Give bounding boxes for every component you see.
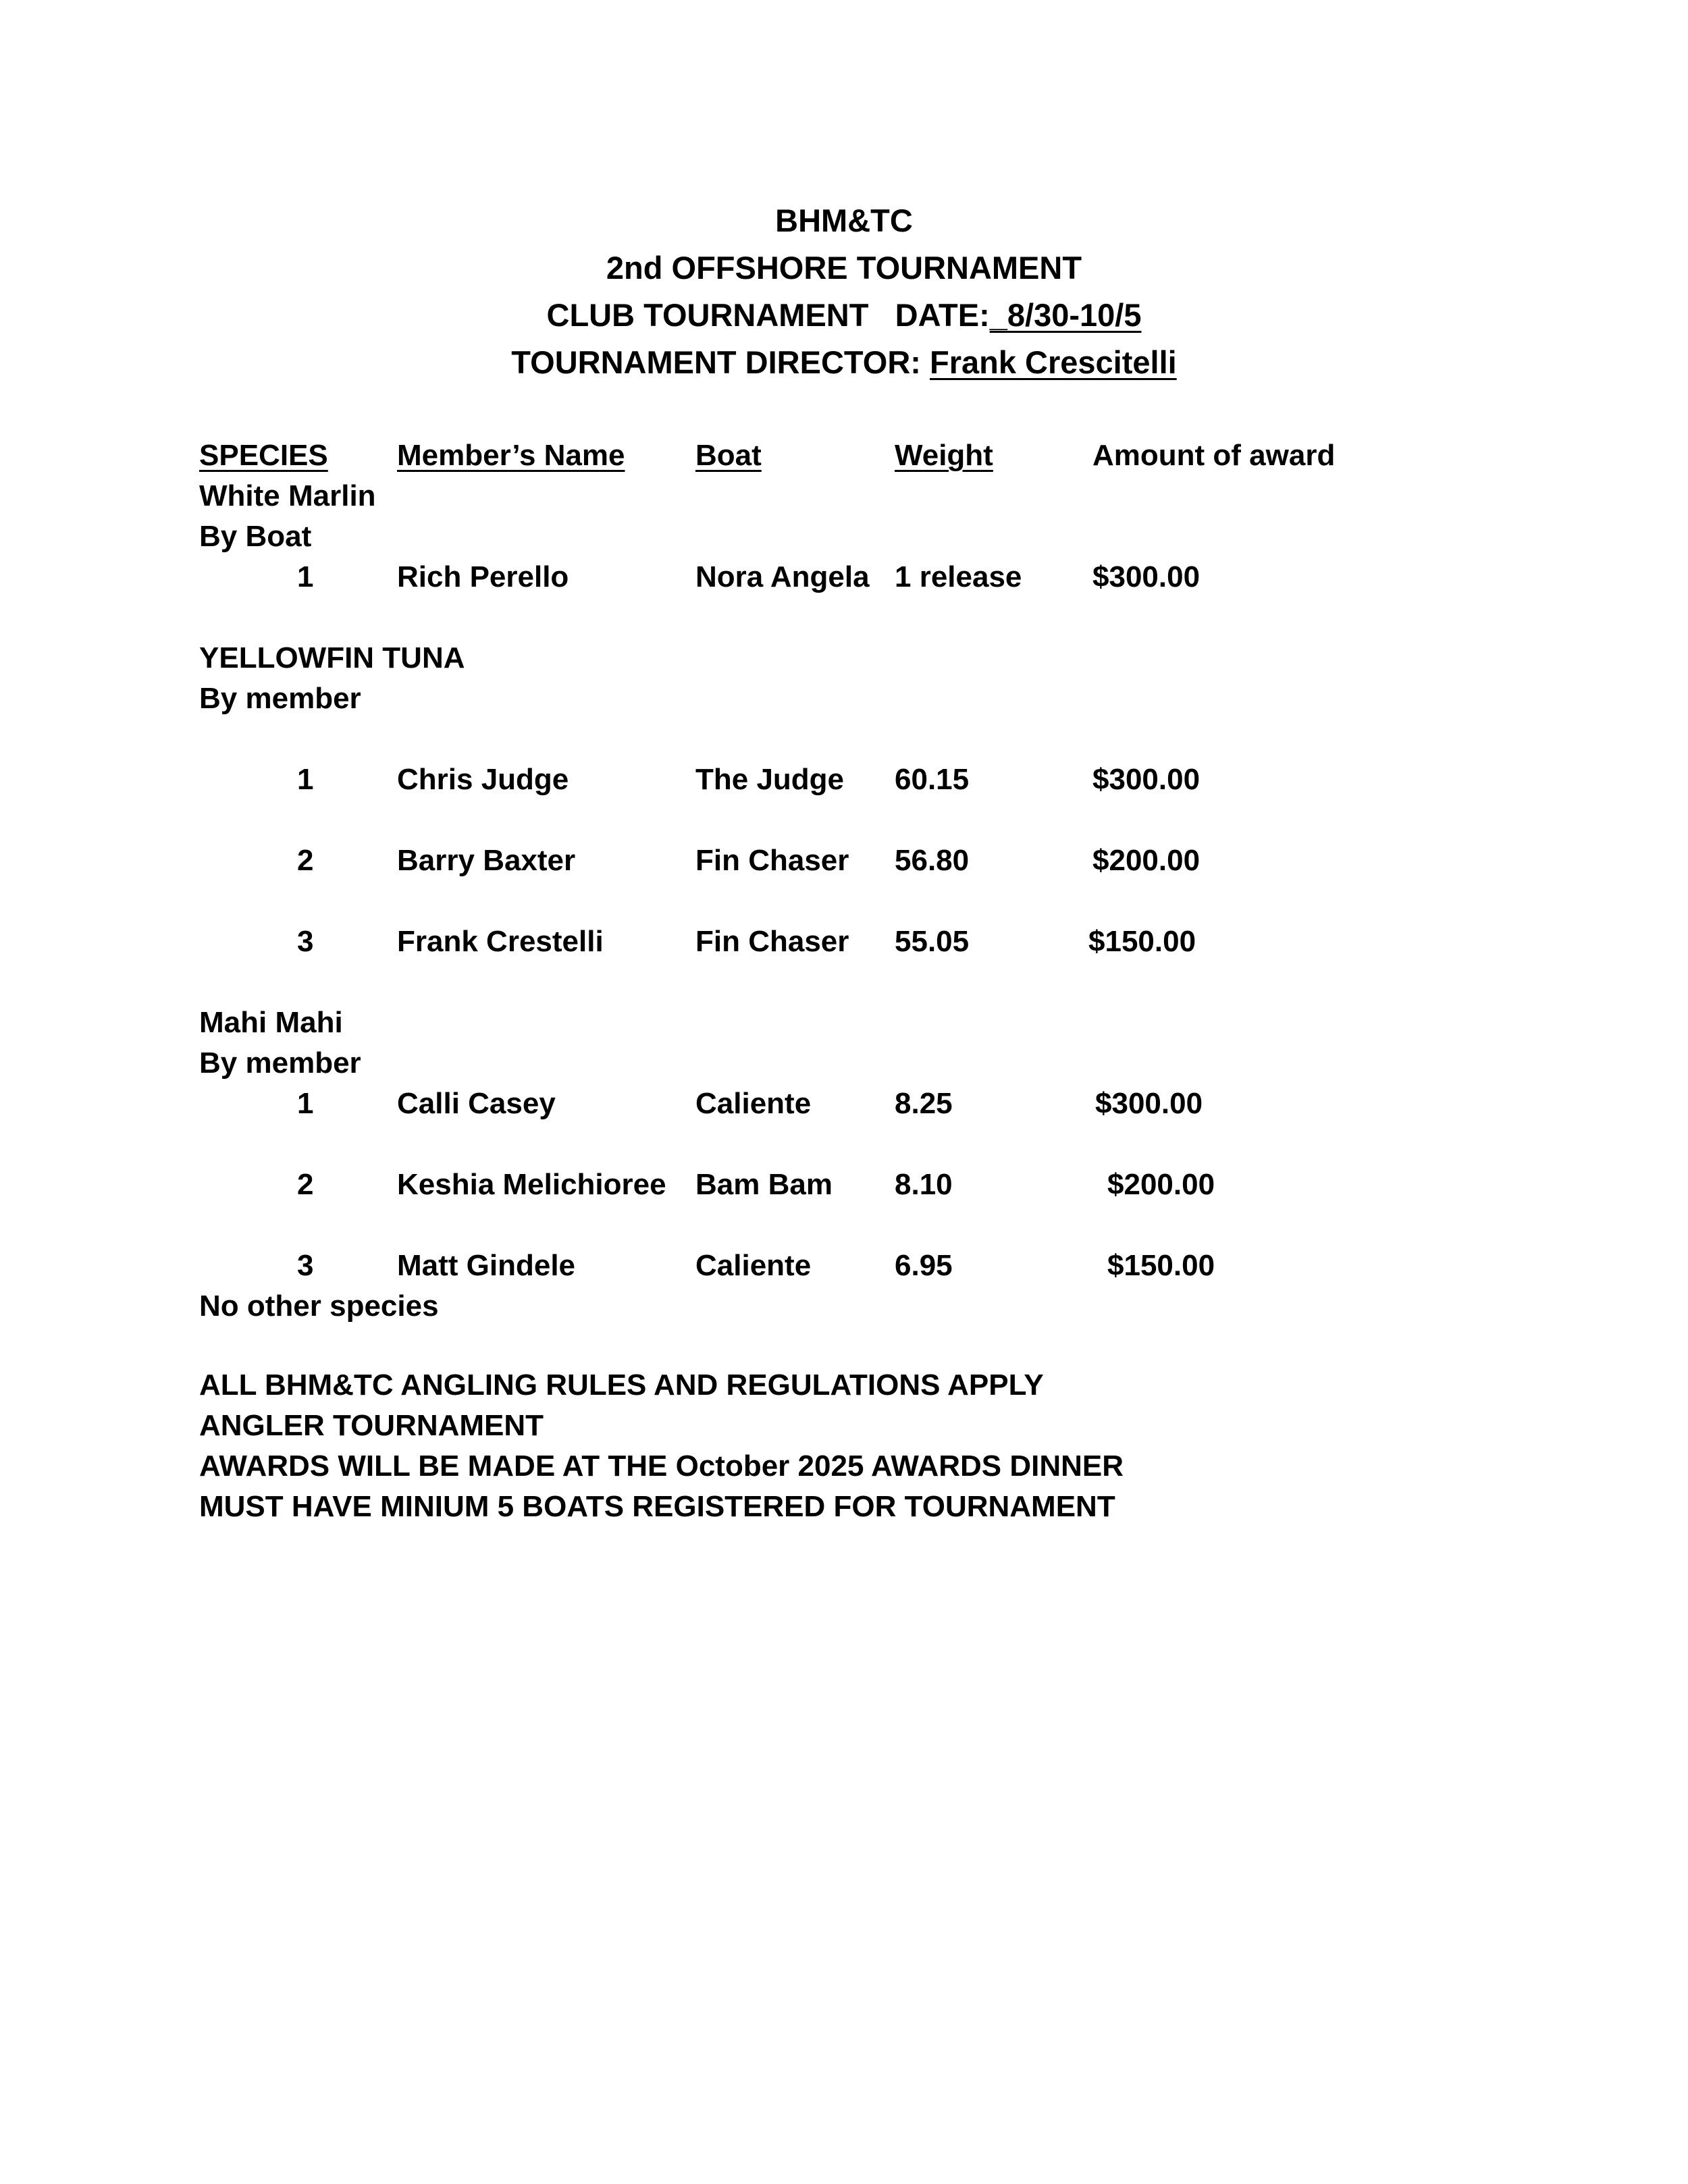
rank: 1 xyxy=(297,1087,314,1120)
note-line: AWARDS WILL BE MADE AT THE October 2025 AWARDS DINNER xyxy=(199,1449,1124,1483)
org-name: BHM&TC xyxy=(775,203,913,238)
weight: 60.15 xyxy=(895,763,970,796)
director-line xyxy=(0,339,1688,386)
boat-name: Nora Angela xyxy=(695,560,870,593)
species-basis: By member xyxy=(199,1046,361,1080)
award-amount: $150.00 xyxy=(1088,925,1196,958)
species-name: White Marlin xyxy=(199,479,376,512)
rank: 1 xyxy=(297,763,314,796)
rank: 1 xyxy=(297,560,314,593)
note-line: MUST HAVE MINIUM 5 BOATS REGISTERED FOR TOURNAMENT xyxy=(199,1490,1115,1523)
tournament-date: _8/30-10/5 xyxy=(989,297,1142,333)
species-basis: By Boat xyxy=(199,520,312,553)
col-species: SPECIES xyxy=(199,439,328,472)
member-name: Barry Baxter xyxy=(397,844,576,877)
species-name: Mahi Mahi xyxy=(199,1006,343,1039)
tournament-title: 2nd OFFSHORE TOURNAMENT xyxy=(606,250,1082,286)
boat-name: Caliente xyxy=(695,1249,812,1282)
section-heading xyxy=(0,1003,1688,1043)
award-amount: $300.00 xyxy=(1092,560,1201,593)
member-name: Calli Casey xyxy=(397,1087,556,1120)
tournament-type-line xyxy=(0,292,1688,339)
award-amount: $200.00 xyxy=(1107,1168,1215,1201)
director-label: TOURNAMENT DIRECTOR: xyxy=(511,344,921,380)
rank: 2 xyxy=(297,844,314,877)
weight: 8.10 xyxy=(895,1168,953,1201)
tournament-type-label: CLUB TOURNAMENT DATE: xyxy=(546,297,990,333)
species-name: YELLOWFIN TUNA xyxy=(199,641,465,674)
award-amount: $300.00 xyxy=(1092,763,1201,796)
column-header-row xyxy=(0,435,1688,476)
table-row xyxy=(0,760,1688,800)
table-row xyxy=(0,841,1688,881)
col-member: Member’s Name xyxy=(397,439,625,472)
award-amount: $200.00 xyxy=(1092,844,1201,877)
rules-notes xyxy=(199,1365,1124,1527)
director-name: Frank Crescitelli xyxy=(929,344,1177,380)
document-header xyxy=(0,197,1688,386)
section-basis xyxy=(0,678,1688,719)
member-name: Chris Judge xyxy=(397,763,569,796)
boat-name: Bam Bam xyxy=(695,1168,833,1201)
rank: 3 xyxy=(297,925,314,958)
section-basis xyxy=(0,1043,1688,1084)
boat-name: The Judge xyxy=(695,763,845,796)
weight: 1 release xyxy=(895,560,1022,593)
member-name: Matt Gindele xyxy=(397,1249,576,1282)
table-row xyxy=(0,1084,1688,1124)
table-row xyxy=(0,1246,1688,1286)
col-weight: Weight xyxy=(895,439,993,472)
weight: 8.25 xyxy=(895,1087,953,1120)
rank: 3 xyxy=(297,1249,314,1282)
section-heading xyxy=(0,638,1688,678)
col-award: Amount of award xyxy=(1092,439,1336,472)
weight: 55.05 xyxy=(895,925,970,958)
no-other-species: No other species xyxy=(199,1289,439,1323)
weight: 56.80 xyxy=(895,844,970,877)
section-basis xyxy=(0,516,1688,557)
note-line: ALL BHM&TC ANGLING RULES AND REGULATIONS APPLY xyxy=(199,1368,1044,1402)
boat-name: Caliente xyxy=(695,1087,812,1120)
col-boat: Boat xyxy=(695,439,762,472)
species-basis: By member xyxy=(199,682,361,715)
member-name: Frank Crestelli xyxy=(397,925,604,958)
section-heading xyxy=(0,476,1688,516)
boat-name: Fin Chaser xyxy=(695,844,849,877)
table-row xyxy=(0,1165,1688,1205)
member-name: Rich Perello xyxy=(397,560,569,593)
note-line: ANGLER TOURNAMENT xyxy=(199,1409,544,1442)
member-name: Keshia Melichioree xyxy=(397,1168,666,1201)
no-other-species-line xyxy=(0,1286,1688,1327)
table-row xyxy=(0,557,1688,597)
boat-name: Fin Chaser xyxy=(695,925,849,958)
award-amount: $300.00 xyxy=(1095,1087,1203,1120)
award-amount: $150.00 xyxy=(1107,1249,1215,1282)
rank: 2 xyxy=(297,1168,314,1201)
table-row xyxy=(0,922,1688,962)
weight: 6.95 xyxy=(895,1249,953,1282)
